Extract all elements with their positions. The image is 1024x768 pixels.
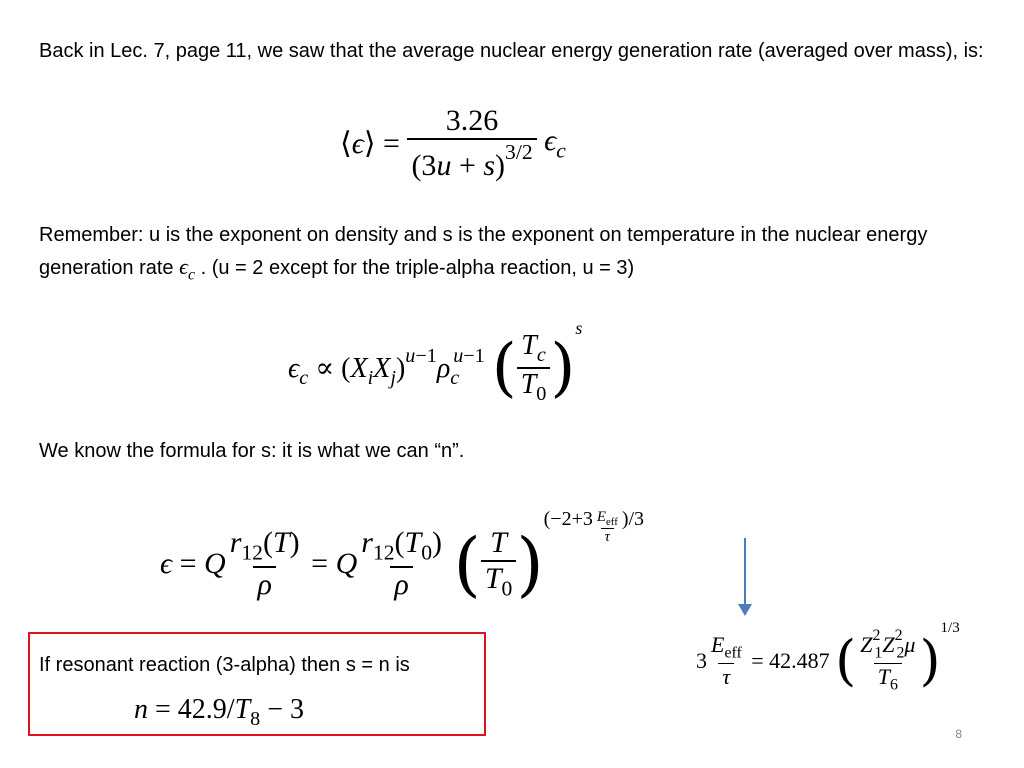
intro-paragraph: Back in Lec. 7, page 11, we saw that the average nuclear energy generation rate (averaged over mass), is:	[39, 40, 984, 62]
resonant-reaction-text: If resonant reaction (3-alpha) then s = n is	[39, 654, 410, 676]
eq1-rhs: $\epsilon_c$	[544, 123, 566, 163]
page-number: 8	[955, 727, 962, 741]
eq1-fraction	[407, 104, 536, 183]
energy-proportionality-equation: $\epsilon_c \propto (X_iX_j)^{u-1}\rho_c^{u-1}$ ( $\frac{T_c}{T_0}$ )$^s$	[288, 318, 583, 405]
eq1-numerator: 3.26	[445, 104, 499, 137]
remember-text-a: Remember: u is the exponent on density and s is the exponent on temperature in the nuclear energy generation rate	[39, 224, 928, 279]
n-formula-equation: $n = 42.9/T_8 - 3$	[134, 694, 305, 731]
eq1-denominator: $(3u + s)^{3/2}$	[407, 138, 536, 183]
formula-paragraph: We know the formula for s: it is what we can “n”.	[39, 440, 465, 462]
energy-rate-equation: ϵ = Q $\frac{r_{12}(T)}{\rho}$ = Q $\frac{r_{12}(T_0)}{\rho}$ ( $\frac{T}{T_0}$ )$^{(-2+3 \frac{E_{eff}}{\tau} )/3}$	[160, 508, 645, 606]
average-energy-equation	[340, 104, 566, 183]
inline-epsilon-c: $\epsilon_c$	[179, 254, 196, 284]
remember-text-b: . (u = 2 except for the triple-alpha reaction, u = 3)	[200, 257, 635, 279]
effective-energy-equation: 3 $\frac{E_{eff}}{\tau}$ = 42.487 ( $\frac{Z^2_1Z^2_2\mu}{T_6}$ )$^{1/3}$	[696, 620, 960, 694]
eq1-lhs: ⟨ϵ⟩ =	[340, 127, 400, 161]
remember-paragraph	[39, 220, 989, 291]
connector-arrow-head	[738, 604, 752, 616]
connector-arrow-line	[744, 538, 746, 610]
